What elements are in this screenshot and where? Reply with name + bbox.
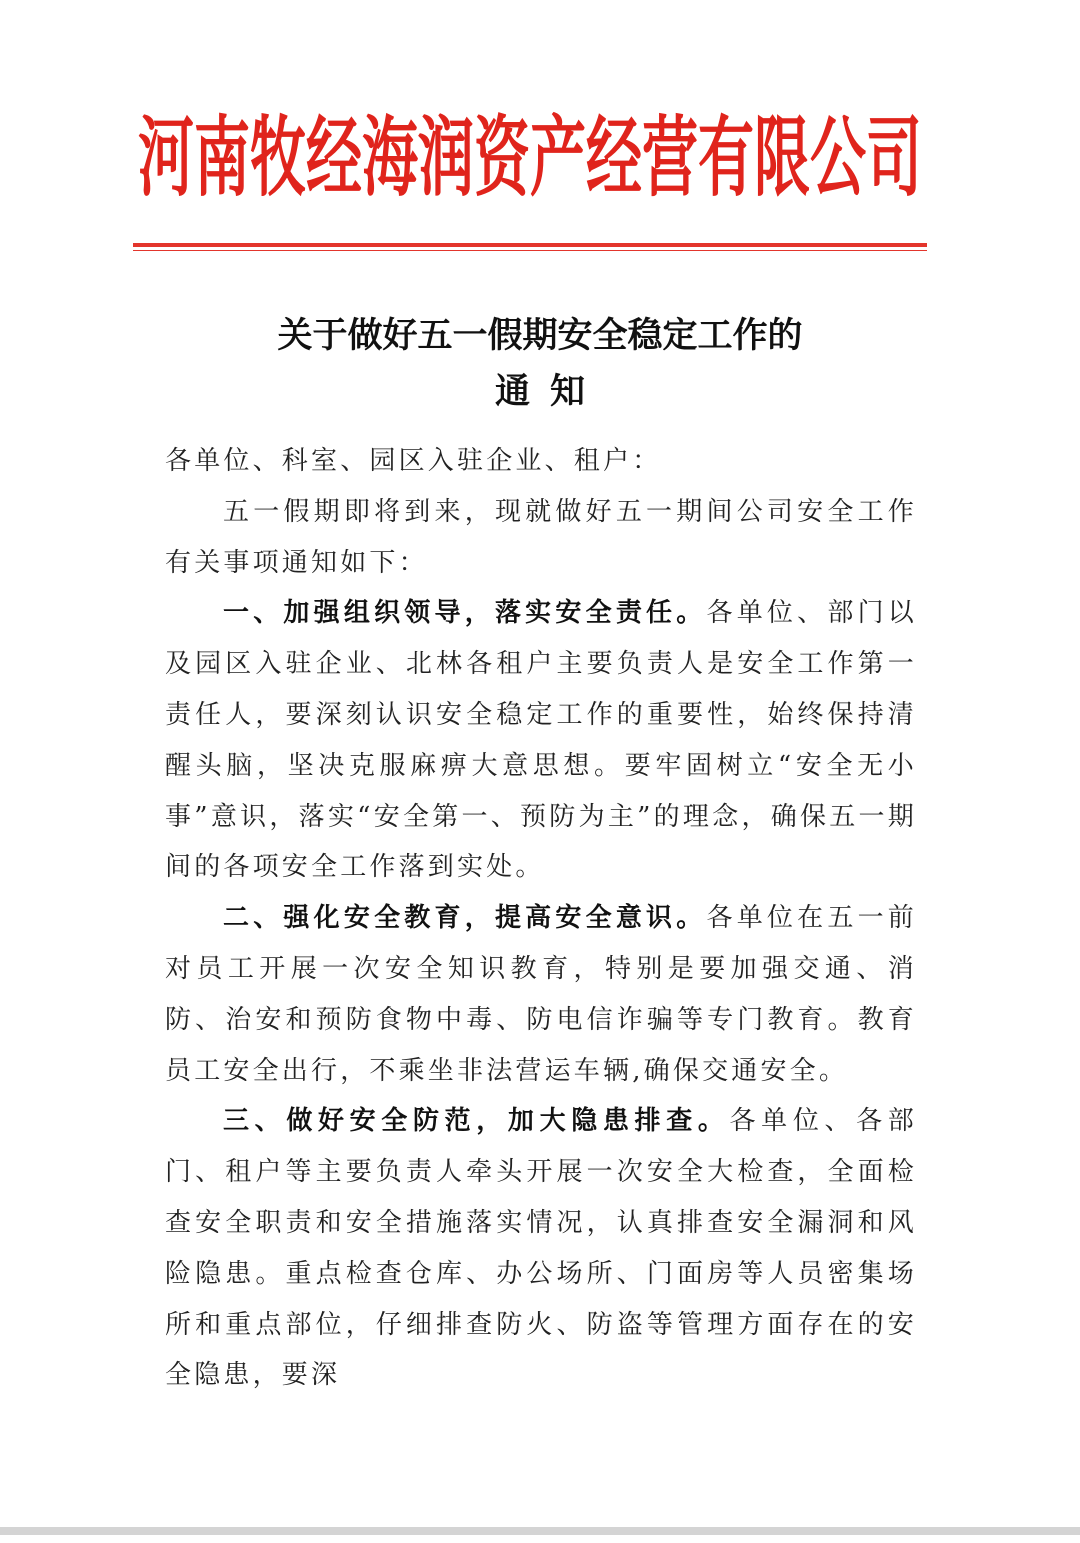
section-1-heading: 一、加强组织领导，落实安全责任。: [223, 598, 707, 629]
notice-salutation: 各单位、科室、园区入驻企业、租户：: [165, 446, 662, 476]
letterhead-red-rule-thick: [133, 243, 927, 247]
notice-title-line1: 关于做好五一假期安全稳定工作的: [277, 316, 803, 356]
section-3-heading: 三、做好安全防范，加大隐患排查。: [223, 1106, 730, 1137]
notice-section-2: [165, 893, 917, 1096]
letterhead-company-name: 河南牧经海润资产经营有限公司: [138, 107, 922, 210]
section-1-text: 各单位、部门以及园区入驻企业、北林各租户主要负责人是安全工作第一责任人，要深刻认识安全稳定工作的重要性，始终保持清醒头脑，坚决克服麻痹大意思想。要牢固树立“安全无小事”意识，落实“安全第一、预防为主”的理念，确保五一期间的各项安全工作落到实处。: [165, 598, 917, 883]
notice-section-1: [165, 588, 917, 893]
notice-intro: 五一假期即将到来，现就做好五一期间公司安全工作有关事项通知如下：: [165, 496, 917, 578]
notice-title-line2: 通知: [494, 372, 605, 412]
page-bottom-scrollbar: [0, 1527, 1080, 1535]
section-2-heading: 二、强化安全教育，提高安全意识。: [223, 903, 707, 934]
section-2-text: 各单位在五一前对员工开展一次安全知识教育，特别是要加强交通、消防、治安和预防食物中毒、防电信诈骗等专门教育。教育员工安全出行，不乘坐非法营运车辆,确保交通安全。: [165, 903, 917, 1086]
letterhead-red-rule-thin: [133, 250, 927, 251]
notice-section-3: [165, 1096, 917, 1401]
notice-body: [165, 436, 917, 1401]
section-3-text: 各单位、各部门、租户等主要负责人牵头开展一次安全大检查，全面检查安全职责和安全措施落实情况，认真排查安全漏洞和风险隐患。重点检查仓库、办公场所、门面房等人员密集场所和重点部位，仔细排查防火、防盗等管理方面存在的安全隐患，要深: [165, 1106, 918, 1391]
